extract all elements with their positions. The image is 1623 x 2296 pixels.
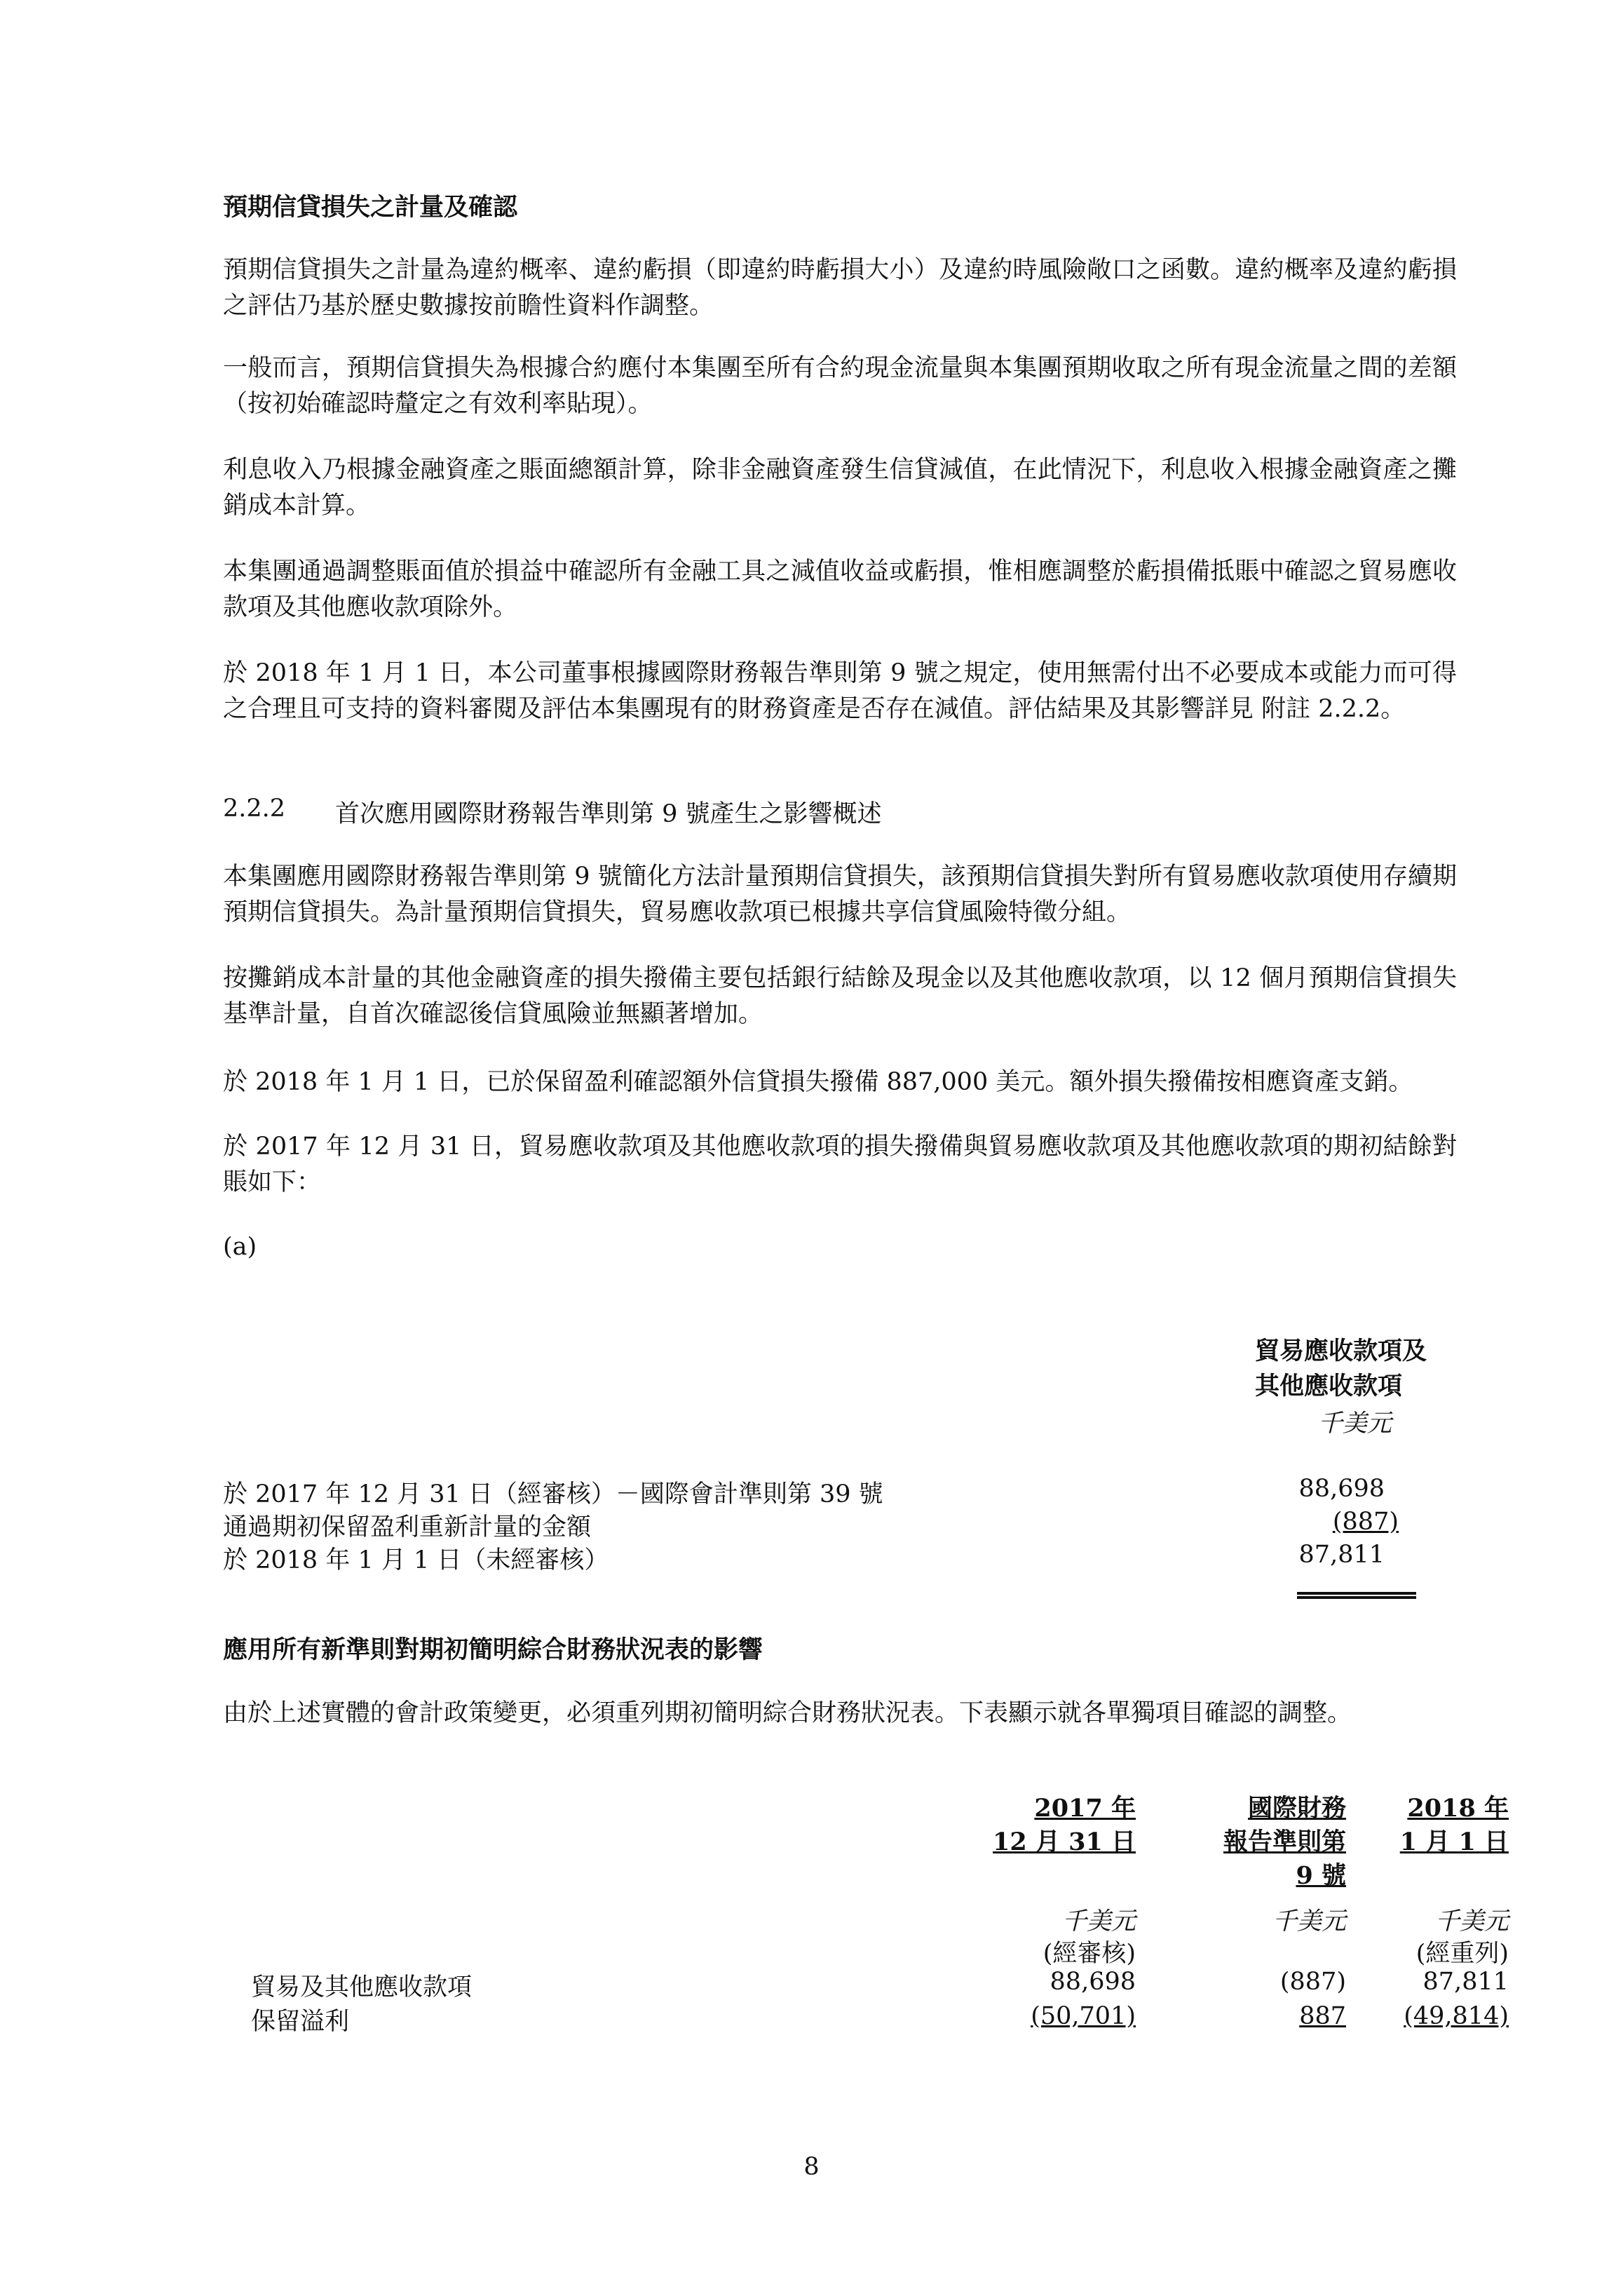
table1-row-value: 87,811 xyxy=(1298,1541,1385,1569)
heading-ecl-measurement: 預期信貸損失之計量及確認 xyxy=(223,194,518,222)
table1-row-value: 88,698 xyxy=(1298,1475,1385,1503)
paragraph-10: 由於上述實體的會計政策變更，必須重列期初簡明綜合財務狀況表。下表顯示就各單獨項目確認的調整。 xyxy=(223,1699,1352,1727)
table2-col3-header xyxy=(1318,1792,1509,1859)
double-underline xyxy=(1297,1592,1416,1599)
table1-row-label: 通過期初保留盈利重新計量的金額 xyxy=(223,1513,592,1541)
table2-cell: (50,701) xyxy=(1031,2002,1136,2030)
table2-col1-header xyxy=(946,1792,1136,1859)
page-number: 8 xyxy=(803,2153,820,2181)
table2-cell: 87,811 xyxy=(1422,1968,1509,1996)
table2-row-label: 貿易及其他應收款項 xyxy=(251,1973,473,2001)
table1-row-label: 於 2017 年 12 月 31 日（經審核）－國際會計準則第 39 號 xyxy=(223,1480,883,1508)
table2-cell: (49,814) xyxy=(1404,2002,1509,2030)
table2-cell: 887 xyxy=(1299,2002,1346,2030)
paragraph-7: 按攤銷成本計量的其他金融資產的損失撥備主要包括銀行結餘及現金以及其他應收款項，以 12 個月預期信貸損失基準計量，自首次確認後信貸風險並無顯著增加。 xyxy=(223,964,1457,1028)
table1-row-value: (887) xyxy=(1332,1508,1399,1536)
table2-row-label: 保留溢利 xyxy=(251,2008,350,2036)
table2-col1-line1: 2017 年 xyxy=(1034,1794,1136,1823)
table2-col2-line1: 國際財務 xyxy=(1247,1794,1346,1823)
paragraph-2: 一般而言，預期信貸損失為根據合約應付本集團至所有合約現金流量與本集團預期收取之所有現金流量之間的差額（按初始確認時釐定之有效利率貼現）。 xyxy=(223,354,1457,418)
table2-col3-note: (經重列) xyxy=(1415,1940,1509,1968)
table2-col2-line2: 報告準則第 xyxy=(1223,1828,1346,1856)
table2-col3-line1: 2018 年 xyxy=(1407,1794,1509,1823)
table2-col1-line2: 12 月 31 日 xyxy=(993,1828,1136,1856)
table2-col2-line3: 9 號 xyxy=(1296,1861,1346,1890)
paragraph-8: 於 2018 年 1 月 1 日，已於保留盈利確認額外信貸損失撥備 887,000 美元。額外損失撥備按相應資產支銷。 xyxy=(223,1068,1413,1096)
paragraph-5: 於 2018 年 1 月 1 日，本公司董事根據國際財務報告準則第 9 號之規定，使用無需付出不必要成本或能力而可得之合理且可支持的資料審閱及評估本集團現有的財務資產是否存在減值。評估結果及其影響詳見 附註 2.2.2。 xyxy=(223,659,1457,723)
table1-header-line1: 貿易應收款項及 xyxy=(1255,1337,1427,1365)
heading-impact: 應用所有新準則對期初簡明綜合財務狀況表的影響 xyxy=(223,1636,763,1664)
paragraph-4: 本集團通過調整賬面值於損益中確認所有金融工具之減值收益或虧損，惟相應調整於虧損備抵賬中確認之貿易應收款項及其他應收款項除外。 xyxy=(223,558,1457,621)
paragraph-9: 於 2017 年 12 月 31 日，貿易應收款項及其他應收款項的損失撥備與貿易應收款項及其他應收款項的期初結餘對賬如下： xyxy=(223,1133,1457,1196)
section-title: 首次應用國際財務報告準則第 9 號產生之影響概述 xyxy=(335,800,882,828)
label-a: (a) xyxy=(223,1233,257,1261)
table2-col1-note: (經審核) xyxy=(1043,1940,1136,1968)
table1-unit: 千美元 xyxy=(1318,1410,1392,1438)
paragraph-6: 本集團應用國際財務報告準則第 9 號簡化方法計量預期信貸損失，該預期信貸損失對所有貿易應收款項使用存續期預期信貸損失。為計量預期信貸損失，貿易應收款項已根據共享信貸風險特徵分組。 xyxy=(223,863,1457,926)
table2-col1-unit: 千美元 xyxy=(1061,1907,1136,1936)
table1-header-line2: 其他應收款項 xyxy=(1255,1372,1403,1400)
table1-row-label: 於 2018 年 1 月 1 日（未經審核） xyxy=(223,1546,609,1574)
table2-col3-unit: 千美元 xyxy=(1434,1907,1509,1936)
section-number: 2.2.2 xyxy=(223,795,286,823)
table2-cell: (887) xyxy=(1279,1968,1346,1996)
table2-col3-line2: 1 月 1 日 xyxy=(1399,1828,1509,1856)
paragraph-1: 預期信貸損失之計量為違約概率、違約虧損（即違約時虧損大小）及違約時風險敞口之函數。違約概率及違約虧損之評估乃基於歷史數據按前瞻性資料作調整。 xyxy=(223,256,1457,320)
table1-header xyxy=(1255,1334,1427,1404)
table2-cell: 88,698 xyxy=(1050,1968,1136,1996)
table2-col2-unit: 千美元 xyxy=(1272,1907,1346,1936)
paragraph-3: 利息收入乃根據金融資產之賬面總額計算，除非金融資產發生信貸減值，在此情況下，利息收入根據金融資產之攤銷成本計算。 xyxy=(223,456,1457,520)
